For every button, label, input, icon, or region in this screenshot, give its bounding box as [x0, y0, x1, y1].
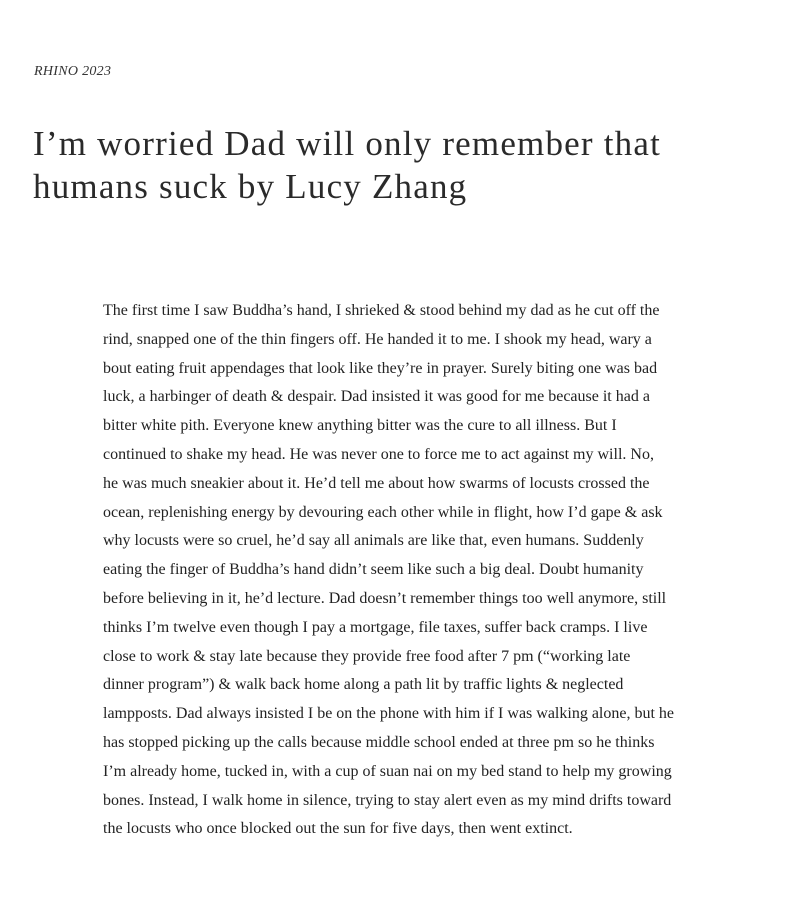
body-line: continued to shake my head. He was never one to force me to act against my will. No,	[103, 445, 654, 463]
body-line: why locusts were so cruel, he’d say all animals are like that, even humans. Suddenly	[103, 532, 644, 550]
body-line: dinner program”) & walk back home along a path lit by traffic lights & neglected	[103, 676, 624, 694]
body-line: The first time I saw Buddha’s hand, I shrieked & stood behind my dad as he cut off the	[103, 302, 660, 319]
body-line: close to work & stay late because they provide free food after 7 pm (“working late	[103, 647, 631, 665]
article-body	[103, 297, 683, 844]
body-line: bitter white pith. Everyone knew anything bitter was the cure to all illness. But I	[103, 417, 617, 435]
body-line: eating the finger of Buddha’s hand didn’t seem like such a big deal. Doubt humanity	[103, 561, 644, 579]
body-line: bout eating fruit appendages that look like they’re in prayer. Surely biting one was bad	[103, 359, 658, 377]
title-line-1: I’m worried Dad will only remember that	[33, 124, 662, 163]
body-line: thinks I’m twelve even though I pay a mortgage, file taxes, suffer back cramps. I live	[103, 618, 648, 636]
body-line: bones. Instead, I walk home in silence, trying to stay alert even as my mind drifts toward	[103, 791, 672, 809]
body-line: the locusts who once blocked out the sun for five days, then went extinct.	[103, 820, 573, 838]
body-line: before believing in it, he’d lecture. Dad doesn’t remember things too well anymore, still	[103, 589, 667, 607]
page-kicker: RHINO 2023	[34, 64, 112, 79]
title-line-2: humans suck by Lucy Zhang	[33, 167, 468, 206]
body-line: I’m already home, tucked in, with a cup of suan nai on my bed stand to help my growing	[103, 762, 672, 780]
body-line: luck, a harbinger of death & despair. Dad insisted it was good for me because it had a	[103, 388, 650, 406]
body-line: rind, snapped one of the thin fingers off. He handed it to me. I shook my head, wary a	[103, 330, 652, 348]
body-line: he was much sneakier about it. He’d tell me about how swarms of locusts crossed the	[103, 474, 650, 492]
body-line: lampposts. Dad always insisted I be on the phone with him if I was walking alone, but he	[103, 705, 675, 723]
body-line: has stopped picking up the calls because middle school ended at three pm so he thinks	[103, 733, 655, 751]
page-title	[33, 122, 733, 208]
body-line: ocean, replenishing energy by devouring each other while in flight, how I’d gape & ask	[103, 503, 663, 521]
